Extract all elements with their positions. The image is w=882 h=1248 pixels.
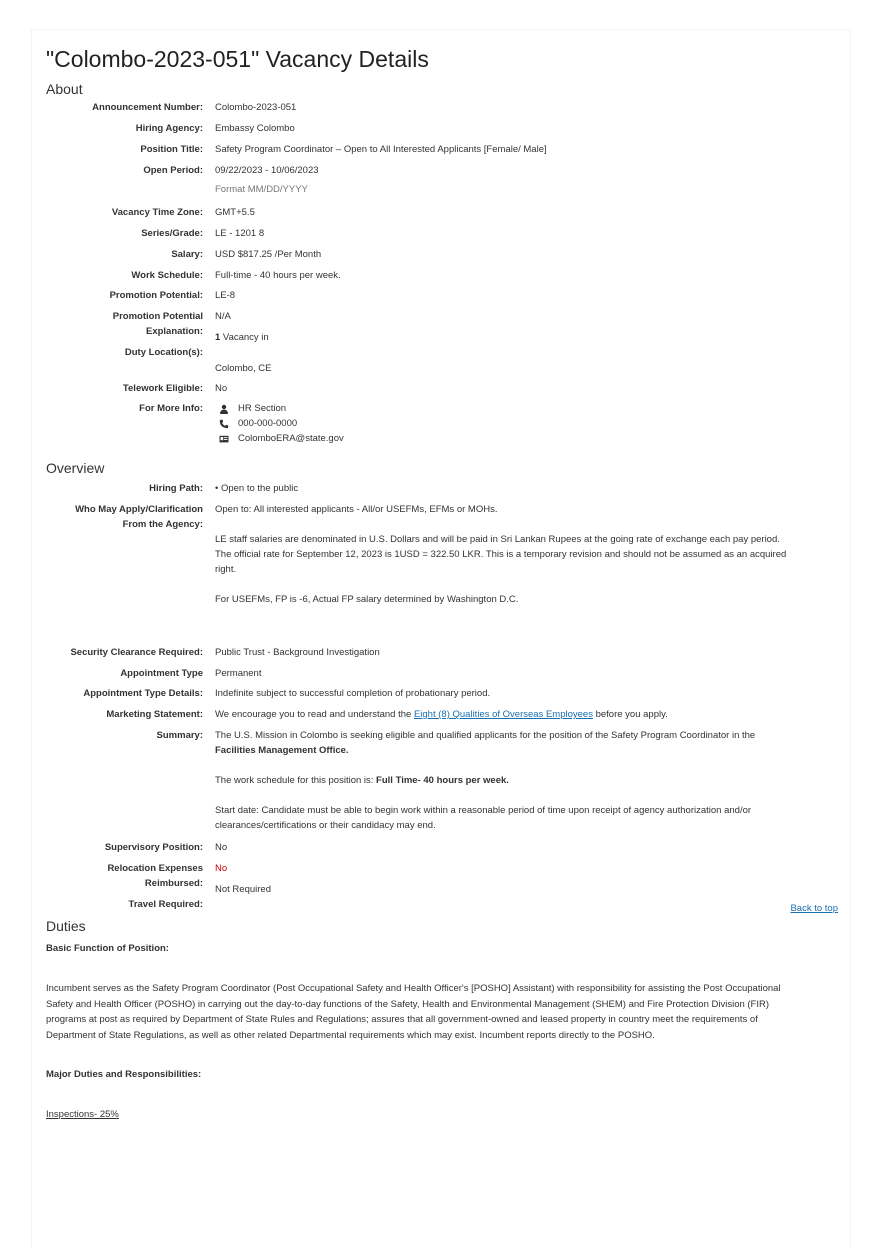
telework-value: No [215, 383, 228, 394]
field-label: Hiring Path: [149, 483, 203, 494]
contact-name-line [215, 401, 838, 416]
series-grade-value: LE - 1201 8 [215, 228, 265, 239]
section-heading-about: About [46, 81, 83, 97]
who-may-apply-value: Open to: All interested applicants - All/or USEFMs, EFMs or MOHs. [215, 504, 498, 515]
field-label: Series/Grade: [141, 228, 203, 239]
vacancy-count-line [215, 330, 838, 345]
field-label: Announcement Number: [92, 102, 203, 113]
basic-function-text [46, 981, 838, 1043]
vacancy-count: 1 [215, 332, 221, 343]
position-title-row [46, 142, 838, 163]
summary-office: Facilities Management Office. [215, 745, 349, 756]
field-label: Marketing Statement: [106, 709, 203, 720]
inspections-heading: Inspections- 25% [46, 1109, 119, 1120]
relocation-value: No [215, 863, 228, 874]
salary-note-line: The official rate for September 12, 2023 is 1USD = 322.50 LKR. This is a temporary revision and should not be assumed as an acquired [215, 549, 787, 560]
hiring-path-row [46, 481, 838, 502]
salary-value: USD $817.25 /Per Month [215, 249, 322, 260]
time-zone-value: GMT+5.5 [215, 207, 255, 218]
field-label: For More Info: [139, 403, 203, 414]
field-label: Supervisory Position: [104, 842, 203, 853]
security-value: Public Trust - Background Investigation [215, 647, 380, 658]
vacancy-text: Vacancy in [220, 332, 269, 343]
duty-text-line: Department of State Regulations, as well as other related Departmental requirements which may exist. Incumbent reports directly to the POSHO. [46, 1029, 655, 1041]
announcement-row [46, 100, 838, 121]
summary-line: clearances/certifications or their candidacy may end. [215, 820, 436, 831]
field-label: Promotion Potential [112, 311, 203, 322]
person-icon [219, 404, 229, 414]
usefm-note: For USEFMs, FP is -6, Actual FP salary determined by Washington D.C. [215, 594, 519, 605]
field-label: Explanation: [145, 326, 203, 337]
basic-function-heading: Basic Function of Position: [46, 943, 169, 954]
summary-line: Start date: Candidate must be able to begin work within a reasonable period of time upon receipt of agency authorization and/or [215, 805, 752, 816]
duty-location-value: Colombo, CE [215, 363, 272, 374]
hiring-path-value: • Open to the public [215, 483, 299, 494]
back-to-top-link[interactable]: Back to top [790, 903, 838, 914]
field-label: Salary: [171, 249, 203, 260]
field-label: Duty Location(s): [124, 347, 203, 358]
supervisory-value: No [215, 842, 228, 853]
vacancy-content [46, 44, 838, 1123]
field-label: Hiring Agency: [135, 123, 203, 134]
field-label: Appointment Type [120, 668, 203, 679]
appointment-details-row [46, 686, 838, 707]
field-label: From the Agency: [122, 519, 203, 530]
promotion-potential-value: LE-8 [215, 290, 236, 301]
field-label: Reimbursed: [144, 878, 203, 889]
duty-text-line: programs at post as required by Department of State Rules and Regulations; assures that all government-owned and leased property in country meet the requirements of [46, 1014, 758, 1025]
duty-text-line: Incumbent serves as the Safety Program Coordinator (Post Occupational Safety and Health Officer's [POSHO] Assistant) with responsibility for assisting the Post Occupational [46, 983, 781, 994]
contact-email: ColomboERA@state.gov [238, 433, 344, 444]
date-format-hint: Format MM/DD/YYYY [215, 184, 308, 195]
salary-note [215, 532, 838, 577]
promotion-explanation-value: N/A [215, 311, 231, 322]
telework-row [46, 381, 838, 401]
eight-qualities-link[interactable]: Eight (8) Qualities of Overseas Employees [413, 709, 593, 720]
field-label: Promotion Potential: [109, 290, 203, 301]
work-schedule-value: Full-time - 40 hours per week. [215, 270, 341, 281]
hiring-agency-value: Embassy Colombo [215, 123, 295, 134]
position-title-value: Safety Program Coordinator – Open to All Interested Applicants [Female/ Male] [215, 144, 547, 155]
page-title: "Colombo-2023-051" Vacancy Details [46, 46, 429, 72]
contact-phone-line [215, 416, 838, 431]
duty-text-line: Safety and Health Officer (POSHO) in carrying out the day-to-day functions of the Safety, Health and Environmental Management (SHEM) and Fire Protection Division (FIR) [46, 998, 770, 1010]
overview-section [46, 481, 838, 918]
field-label: Relocation Expenses [107, 863, 203, 874]
promotion-potential-row [46, 288, 838, 309]
summary-line: The U.S. Mission in Colombo is seeking eligible and qualified applicants for the position of the Safety Program Coordinator in the [215, 730, 756, 741]
marketing-row [46, 707, 838, 728]
contact-email-line [215, 431, 838, 446]
field-label: Security Clearance Required: [70, 647, 203, 658]
appointment-details-value: Indefinite subject to successful completion of probationary period. [215, 688, 491, 699]
travel-value: Not Required [215, 884, 271, 895]
more-info-row [46, 401, 838, 453]
phone-icon [219, 419, 229, 429]
field-label: Position Title: [140, 144, 203, 155]
field-label: Summary: [156, 730, 203, 741]
announcement-value: Colombo-2023-051 [215, 102, 297, 113]
section-heading-overview: Overview [46, 460, 105, 476]
security-row [46, 645, 838, 666]
summary-schedule-text: The work schedule for this position is: [215, 775, 377, 786]
marketing-text: before you apply. [592, 709, 668, 720]
field-label: Who May Apply/Clarification [75, 504, 203, 515]
summary-schedule [215, 773, 838, 788]
field-label: Travel Required: [128, 899, 203, 910]
salary-row [46, 247, 838, 268]
major-duties-heading: Major Duties and Responsibilities: [46, 1069, 202, 1080]
open-period-row [46, 163, 838, 205]
summary-schedule-bold: Full Time- 40 hours per week. [376, 775, 509, 786]
section-heading-duties: Duties [46, 918, 86, 934]
field-label: Open Period: [143, 165, 203, 176]
summary-start-date [215, 803, 838, 833]
series-grade-row [46, 226, 838, 247]
contact-name: HR Section [238, 403, 287, 414]
who-may-apply-row [46, 502, 838, 645]
salary-note-line: LE staff salaries are denominated in U.S. Dollars and will be paid in Sri Lankan Rupees at the going rate of exchange each pay period. [215, 534, 780, 545]
time-zone-row [46, 205, 838, 226]
contact-phone: 000-000-0000 [238, 418, 298, 429]
field-label: Appointment Type Details: [83, 688, 203, 699]
work-schedule-row [46, 268, 838, 288]
duties-section [46, 943, 838, 1123]
open-period-value: 09/22/2023 - 10/06/2023 [215, 165, 319, 176]
marketing-text: We encourage you to read and understand the [215, 709, 414, 720]
about-section [46, 100, 838, 453]
hiring-agency-row [46, 121, 838, 142]
supervisory-row [46, 840, 838, 861]
appointment-type-row [46, 666, 838, 686]
appointment-type-value: Permanent [215, 668, 262, 679]
field-label: Vacancy Time Zone: [111, 207, 203, 218]
field-label: Telework Eligible: [122, 383, 203, 394]
salary-note-line: right. [215, 564, 237, 575]
field-label: Work Schedule: [131, 270, 203, 281]
summary-row [46, 728, 838, 840]
promotion-duty-block [46, 309, 838, 381]
id-card-icon [219, 434, 229, 444]
